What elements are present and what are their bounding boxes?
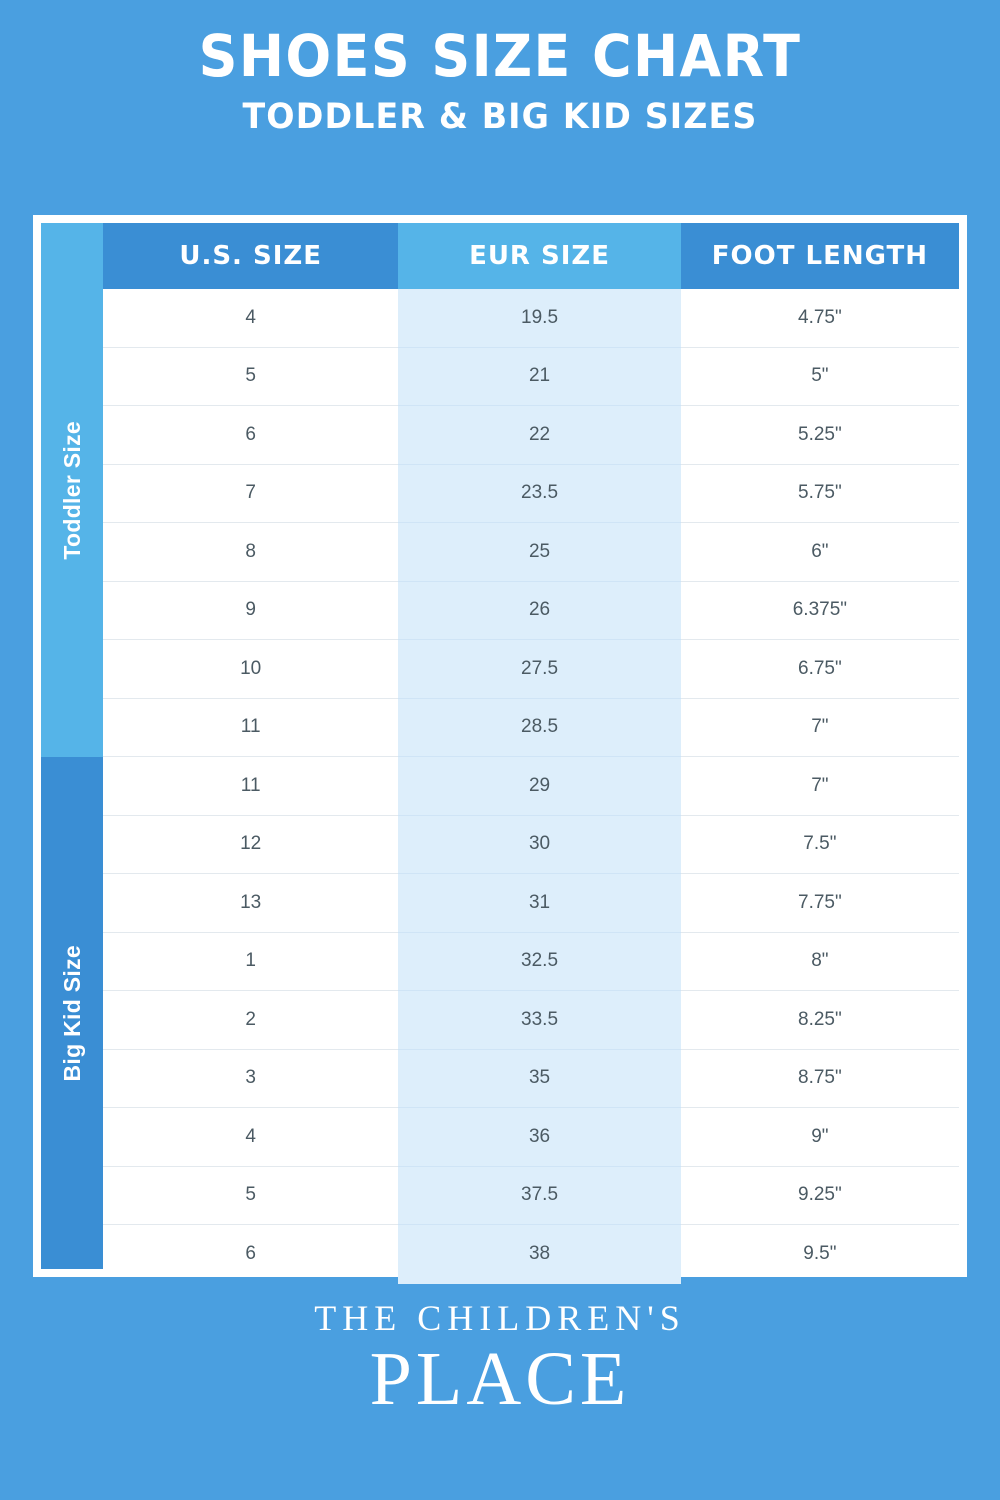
cell-us-size: 5 bbox=[103, 348, 398, 407]
table-row bbox=[103, 933, 959, 992]
cell-us-size: 6 bbox=[103, 406, 398, 465]
group-label-bigkid bbox=[41, 757, 103, 1269]
cell-foot-length: 6" bbox=[681, 523, 959, 582]
table-row bbox=[103, 1167, 959, 1226]
group-label-toddler-text: Toddler Size bbox=[58, 420, 85, 560]
cell-foot-length: 8.25" bbox=[681, 991, 959, 1050]
cell-foot-length: 6.75" bbox=[681, 640, 959, 699]
page-subtitle: TODDLER & BIG KID SIZES bbox=[242, 96, 758, 137]
size-table-frame bbox=[33, 215, 967, 1277]
cell-foot-length: 7.5" bbox=[681, 816, 959, 875]
cell-us-size: 8 bbox=[103, 523, 398, 582]
cell-foot-length: 9.5" bbox=[803, 1243, 837, 1265]
group-label-toddler bbox=[41, 223, 103, 757]
table-row bbox=[103, 1050, 959, 1109]
table-row bbox=[103, 523, 959, 582]
group-label-column bbox=[41, 223, 103, 1269]
cell-eur-size: 21 bbox=[398, 348, 680, 407]
table-row bbox=[103, 699, 959, 758]
cell-eur-size: 38 bbox=[398, 1225, 680, 1284]
table-row bbox=[103, 348, 959, 407]
table-row bbox=[103, 640, 959, 699]
table-row bbox=[103, 406, 959, 465]
cell-us-size: 5 bbox=[103, 1167, 398, 1226]
cell-eur-size: 37.5 bbox=[398, 1167, 680, 1226]
cell-us-size: 4 bbox=[103, 1108, 398, 1167]
cell-foot-length: 7" bbox=[681, 699, 959, 758]
cell-eur-size: 36 bbox=[398, 1108, 680, 1167]
cell-foot-length: 9" bbox=[681, 1108, 959, 1167]
poster-header bbox=[0, 0, 1000, 137]
table-row bbox=[103, 757, 959, 816]
group-label-bigkid-text: Big Kid Size bbox=[58, 944, 85, 1082]
table-row bbox=[103, 289, 959, 348]
cell-eur-size: 27.5 bbox=[398, 640, 680, 699]
cell-eur-size: 35 bbox=[398, 1050, 680, 1109]
table-row bbox=[103, 1225, 959, 1284]
table-row bbox=[103, 816, 959, 875]
cell-foot-length: 5.25" bbox=[681, 406, 959, 465]
table-row bbox=[103, 991, 959, 1050]
cell-eur-size: 30 bbox=[398, 816, 680, 875]
cell-us-size: 10 bbox=[103, 640, 398, 699]
cell-eur-size: 19.5 bbox=[398, 289, 680, 348]
column-header-us: U.S. SIZE bbox=[103, 223, 398, 289]
cell-foot-length: 5.75" bbox=[681, 465, 959, 524]
cell-eur-size: 32.5 bbox=[398, 933, 680, 992]
cell-us-size: 11 bbox=[103, 757, 398, 816]
cell-us-size: 11 bbox=[103, 699, 398, 758]
column-header-foot-length: FOOT LENGTH bbox=[681, 223, 959, 289]
cell-eur-size: 33.5 bbox=[398, 991, 680, 1050]
page-title: SHOES SIZE CHART bbox=[198, 22, 802, 90]
cell-foot-length: 6.375" bbox=[681, 582, 959, 641]
cell-foot-length: 8" bbox=[681, 933, 959, 992]
cell-eur-size: 28.5 bbox=[398, 699, 680, 758]
cell-eur-size: 22 bbox=[398, 406, 680, 465]
cell-us-size: 7 bbox=[103, 465, 398, 524]
size-grid bbox=[103, 223, 959, 1269]
cell-us-size: 12 bbox=[103, 816, 398, 875]
cell-eur-size: 29 bbox=[398, 757, 680, 816]
table-row bbox=[103, 874, 959, 933]
cell-eur-size: 31 bbox=[398, 874, 680, 933]
cell-foot-length: 5" bbox=[681, 348, 959, 407]
cell-eur-size: 26 bbox=[398, 582, 680, 641]
column-header-eur: EUR SIZE bbox=[398, 223, 680, 289]
size-table bbox=[41, 223, 959, 1269]
cell-eur-size: 25 bbox=[398, 523, 680, 582]
cell-us-size: 4 bbox=[103, 289, 398, 348]
table-header-row bbox=[103, 223, 959, 289]
cell-us-size: 9 bbox=[103, 582, 398, 641]
cell-us-size: 13 bbox=[103, 874, 398, 933]
cell-foot-length: 4.75" bbox=[681, 289, 959, 348]
brand-logo-line1: THE CHILDREN'S bbox=[314, 1298, 686, 1338]
cell-us-size: 3 bbox=[103, 1050, 398, 1109]
table-row bbox=[103, 582, 959, 641]
cell-foot-length: 7" bbox=[681, 757, 959, 816]
cell-eur-size: 23.5 bbox=[398, 465, 680, 524]
cell-foot-length: 7.75" bbox=[681, 874, 959, 933]
cell-us-size: 6 bbox=[245, 1243, 256, 1265]
cell-us-size: 2 bbox=[103, 991, 398, 1050]
cell-foot-length: 9.25" bbox=[681, 1167, 959, 1226]
brand-logo-line2: PLACE bbox=[369, 1337, 631, 1421]
cell-us-size: 1 bbox=[103, 933, 398, 992]
table-row bbox=[103, 465, 959, 524]
cell-foot-length: 8.75" bbox=[681, 1050, 959, 1109]
table-row bbox=[103, 1108, 959, 1167]
brand-logo bbox=[0, 1300, 1000, 1420]
